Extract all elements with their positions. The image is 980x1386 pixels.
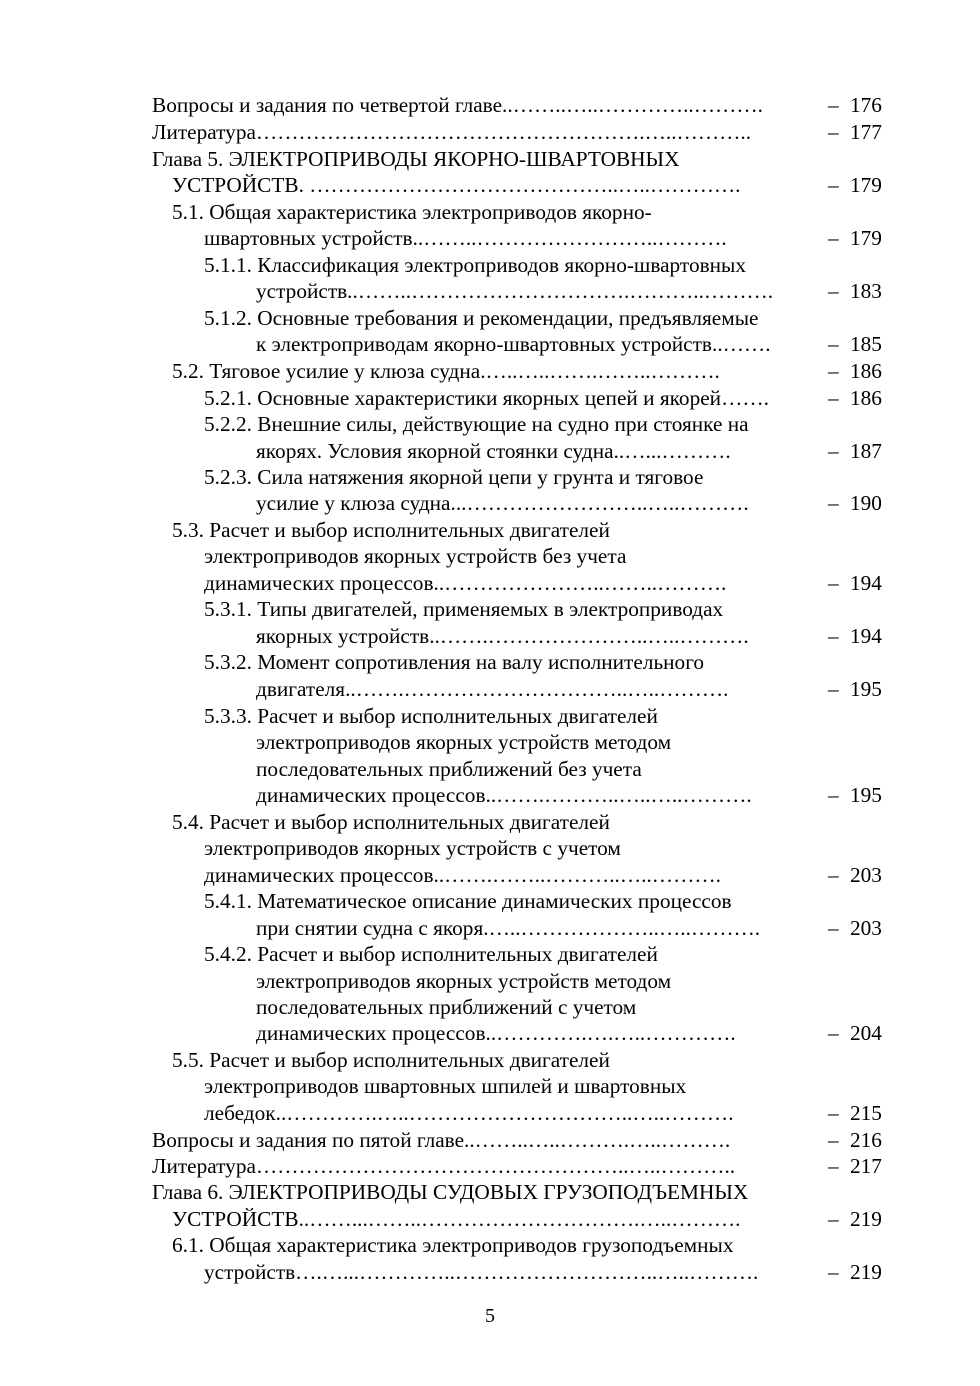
toc-entry-dash: –	[828, 226, 839, 250]
toc-entry-title: 5.2. Тяговое усилие у клюза судна.…..…..…….……..……….	[172, 359, 720, 383]
toc-entry-page: 219	[850, 1260, 882, 1284]
toc-entry	[0, 331, 980, 357]
toc-entry-page: 219	[850, 1207, 882, 1231]
toc-entry-title: Литература……………………………………………..…..………..	[152, 1154, 736, 1178]
toc-entry	[0, 1206, 980, 1232]
toc-entry-title: динамических процессов..…….……..………..…..……….	[204, 863, 722, 887]
toc-entry-title: швартовных устройств..……..……………………..……….	[204, 226, 727, 250]
toc-entry-page: 195	[850, 783, 882, 807]
toc-entry	[0, 92, 980, 118]
toc-entry	[0, 517, 980, 543]
toc-entry-title: электроприводов швартовных шпилей и швартовных	[204, 1074, 687, 1098]
toc-entry-title: устройств….…...…………..………………………..…..……….	[204, 1260, 759, 1284]
toc-entry-title: 5.2.3. Сила натяжения якорной цепи у грунта и тяговое	[204, 465, 704, 489]
toc-entry-title: 5.1. Общая характеристика электроприводов якорно-	[172, 200, 652, 224]
toc-entry	[0, 438, 980, 464]
toc-entry-title: якорных устройств..…….…………………..…..……….	[256, 624, 749, 648]
toc-entry-title: динамических процессов..…….………..…..…..……….	[256, 783, 752, 807]
toc-entry	[0, 623, 980, 649]
toc-entry	[0, 676, 980, 702]
toc-entry-title: УСТРОЙСТВ. ……………………………………..…..………….	[172, 173, 741, 197]
toc-entry-dash: –	[828, 386, 839, 410]
toc-entry-page: 194	[850, 571, 882, 595]
toc-entry-title: Вопросы и задания по четвертой главе..……..…..…………..……….	[152, 93, 763, 117]
toc-entry-dash: –	[828, 120, 839, 144]
toc-entry	[0, 1232, 980, 1258]
toc-entry-page: 203	[850, 863, 882, 887]
toc-entry-title: Вопросы и задания по пятой главе..……..…..……….…..……….	[152, 1128, 731, 1152]
toc-entry-title: 5.3.3. Расчет и выбор исполнительных двигателей	[204, 704, 658, 728]
toc-entry-page: 186	[850, 386, 882, 410]
toc-entry-dash: –	[828, 624, 839, 648]
toc-entry-dash: –	[828, 1021, 839, 1045]
toc-entry	[0, 1073, 980, 1099]
toc-entry-title: двигателя..…….…………………………..…..……….	[256, 677, 729, 701]
toc-entry-title: динамических процессов..…………………..……..……….	[204, 571, 727, 595]
toc-entry-page: 203	[850, 916, 882, 940]
toc-entry-page: 215	[850, 1101, 882, 1125]
toc-entry	[0, 146, 980, 172]
toc-entry-title: усилие у клюза судна...……………………..…..……….	[256, 491, 749, 515]
toc-entry-title: УСТРОЙСТВ..……...……..………………………….…..……….	[172, 1207, 741, 1231]
toc-entry-title: 5.1.1. Классификация электроприводов якорно-швартовных	[204, 253, 747, 277]
toc-entry	[0, 543, 980, 569]
toc-entry-page: 185	[850, 332, 882, 356]
toc-entry-title: лебедок..………….…..…………………………..…..……….	[204, 1101, 734, 1125]
toc-entry	[0, 172, 980, 198]
toc-entry-title: при снятии судна с якоря.…..………………..…..……….	[256, 916, 761, 940]
toc-entry	[0, 1047, 980, 1073]
toc-entry	[0, 915, 980, 941]
toc-entry-dash: –	[828, 916, 839, 940]
toc-entry	[0, 729, 980, 755]
toc-entry-dash: –	[828, 439, 839, 463]
toc-entry-title: 5.4.1. Математическое описание динамических процессов	[204, 889, 732, 913]
toc-entry-title: электроприводов якорных устройств методом	[256, 969, 672, 993]
toc-entry-title: 5.4. Расчет и выбор исполнительных двигателей	[172, 810, 610, 834]
toc-entry	[0, 862, 980, 888]
toc-entry-title: 5.1.2. Основные требования и рекомендации, предъявляемые	[204, 306, 759, 330]
toc-entry	[0, 464, 980, 490]
toc-entry	[0, 252, 980, 278]
toc-entry-title: устройств..……..………………………….………..……….	[256, 279, 774, 303]
toc-entry-title: 5.4.2. Расчет и выбор исполнительных двигателей	[204, 942, 658, 966]
page-number: 5	[485, 1305, 495, 1327]
toc-entry-title: к электроприводам якорно-швартовных устройств..…….	[256, 332, 771, 356]
toc-entry	[0, 411, 980, 437]
toc-entry-page: 190	[850, 491, 882, 515]
toc-entry-title: 6.1. Общая характеристика электроприводов грузоподъемных	[172, 1233, 734, 1257]
toc-entry	[0, 968, 980, 994]
toc-entry-dash: –	[828, 863, 839, 887]
toc-entry-page: 216	[850, 1128, 882, 1152]
toc-entry-page: 179	[850, 173, 882, 197]
toc-entry-dash: –	[828, 1101, 839, 1125]
toc-entry	[0, 1020, 980, 1046]
toc-entry-page: 186	[850, 359, 882, 383]
toc-entry	[0, 888, 980, 914]
toc-entry	[0, 1127, 980, 1153]
toc-entry-page: 177	[850, 120, 882, 144]
toc-entry-dash: –	[828, 359, 839, 383]
toc-entry-dash: –	[828, 783, 839, 807]
toc-entry	[0, 1179, 980, 1205]
toc-entry-page: 195	[850, 677, 882, 701]
toc-entry-title: 5.5. Расчет и выбор исполнительных двигателей	[172, 1048, 610, 1072]
toc-entry	[0, 119, 980, 145]
toc-entry-title: электроприводов якорных устройств с учетом	[204, 836, 621, 860]
toc-entry-dash: –	[828, 332, 839, 356]
toc-entry-page: 204	[850, 1021, 882, 1045]
toc-entry	[0, 305, 980, 331]
toc-entry	[0, 835, 980, 861]
toc-entry-page: 183	[850, 279, 882, 303]
toc-entry-title: 5.2.1. Основные характеристики якорных цепей и якорей…….	[204, 386, 769, 410]
toc-entry-title: динамических процессов..………….….…..………….	[256, 1021, 736, 1045]
toc-entry-page: 176	[850, 93, 882, 117]
toc-entry-title: электроприводов якорных устройств методом	[256, 730, 672, 754]
toc-entry-dash: –	[828, 1128, 839, 1152]
toc-entry-title: 5.2.2. Внешние силы, действующие на судно при стоянке на	[204, 412, 749, 436]
toc-entry-title: электроприводов якорных устройств без учета	[204, 544, 627, 568]
toc-entry	[0, 994, 980, 1020]
toc-entry	[0, 756, 980, 782]
toc-entry-title: Литература……………………………………………….…..………..	[152, 120, 752, 144]
toc-entry	[0, 809, 980, 835]
toc-entry-dash: –	[828, 677, 839, 701]
toc-entry-page: 179	[850, 226, 882, 250]
toc-entry	[0, 570, 980, 596]
toc-entry	[0, 385, 980, 411]
toc-entry	[0, 941, 980, 967]
toc-entry-dash: –	[828, 1260, 839, 1284]
toc-entry-title: последовательных приближений без учета	[256, 757, 642, 781]
toc-entry	[0, 649, 980, 675]
toc-entry	[0, 703, 980, 729]
toc-entry-title: 5.3. Расчет и выбор исполнительных двигателей	[172, 518, 610, 542]
toc-entry-dash: –	[828, 1207, 839, 1231]
toc-entry-dash: –	[828, 571, 839, 595]
toc-entry-title: якорях. Условия якорной стоянки судна..…...……….	[256, 439, 731, 463]
toc-entry	[0, 225, 980, 251]
toc-entry	[0, 490, 980, 516]
toc-entry-title: 5.3.1. Типы двигателей, применяемых в электроприводах	[204, 597, 724, 621]
toc-entry	[0, 278, 980, 304]
toc-entry-dash: –	[828, 491, 839, 515]
toc-entry-page: 217	[850, 1154, 882, 1178]
toc-entry	[0, 358, 980, 384]
toc-entry-dash: –	[828, 279, 839, 303]
toc-entry-dash: –	[828, 173, 839, 197]
toc-entry	[0, 596, 980, 622]
toc-entry-page: 194	[850, 624, 882, 648]
toc-entry	[0, 199, 980, 225]
toc-entry-title: Глава 6. ЭЛЕКТРОПРИВОДЫ СУДОВЫХ ГРУЗОПОДЪЕМНЫХ	[152, 1180, 749, 1204]
toc-entry-title: последовательных приближений с учетом	[256, 995, 637, 1019]
toc-entry-title: Глава 5. ЭЛЕКТРОПРИВОДЫ ЯКОРНО-ШВАРТОВНЫХ	[152, 147, 680, 171]
toc-entry-dash: –	[828, 93, 839, 117]
toc-entry	[0, 1259, 980, 1285]
toc-entry-page: 187	[850, 439, 882, 463]
toc-entry	[0, 1153, 980, 1179]
toc-entry-title: 5.3.2. Момент сопротивления на валу исполнительного	[204, 650, 705, 674]
toc-entry	[0, 782, 980, 808]
toc-entry-dash: –	[828, 1154, 839, 1178]
toc-entry	[0, 1100, 980, 1126]
